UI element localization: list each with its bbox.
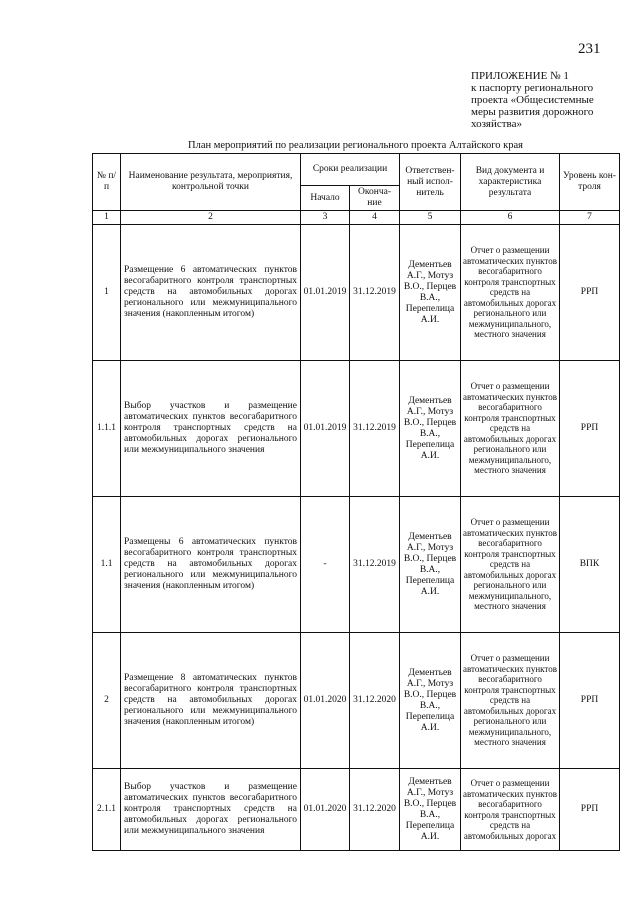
row-doc: Отчет о размещении автоматических пунктов весогабаритного контроля транспортных средств на автомобильных дорогах регионального или межмуниципального, местного значения	[461, 497, 560, 633]
row-num: 1.1.1	[93, 361, 121, 497]
header-name: Наименование результата, мероприятия, контрольной точки	[121, 154, 301, 211]
header-start: Начало	[301, 186, 350, 211]
row-start: 01.01.2019	[301, 361, 350, 497]
row-level: ВПК	[560, 497, 620, 633]
row-start: 01.01.2020	[301, 769, 350, 851]
row-start: -	[301, 497, 350, 633]
header-terms: Сроки реализации	[301, 154, 400, 186]
header-end: Оконча-ние	[350, 186, 400, 211]
appendix-line: проекта «Общесистемные	[471, 94, 594, 106]
table-row	[93, 225, 620, 361]
row-responsible: Дементьев А.Г., Мотуз В.О., Перцев В.А., Перепелица А.И.	[400, 769, 461, 851]
row-doc: Отчет о размещении автоматических пунктов весогабаритного контроля транспортных средств на автомобильных дорогах регионального или межмуниципального, местного значения	[461, 225, 560, 361]
table-row	[93, 769, 620, 851]
page-number: 231	[578, 41, 601, 57]
row-num: 2	[93, 633, 121, 769]
col-index: 3	[301, 211, 350, 225]
row-doc: Отчет о размещении автоматических пунктов весогабаритного контроля транспортных средств на автомобильных дорогах регионального или межмуниципального, местного значения	[461, 633, 560, 769]
row-end: 31.12.2019	[350, 225, 400, 361]
appendix-header	[471, 70, 631, 130]
row-level: РРП	[560, 225, 620, 361]
row-responsible: Дементьев А.Г., Мотуз В.О., Перцев В.А., Перепелица А.И.	[400, 497, 461, 633]
row-doc: Отчет о размещении автоматических пунктов весогабаритного контроля транспортных средств на автомобильных дорогах регионального или межмуниципального, местного значения	[461, 361, 560, 497]
row-doc: Отчет о размещении автоматических пунктов весогабаритного контроля транспортных средств на автомобильных дорогах	[461, 769, 560, 851]
row-level: РРП	[560, 361, 620, 497]
appendix-line: меры развития дорожного	[471, 106, 594, 118]
row-responsible: Дементьев А.Г., Мотуз В.О., Перцев В.А., Перепелица А.И.	[400, 633, 461, 769]
col-index: 5	[400, 211, 461, 225]
row-start: 01.01.2020	[301, 633, 350, 769]
table-row	[93, 633, 620, 769]
row-name: Размещение 8 автоматических пунктов весогабаритного контроля транспортных средств на автомобильных дорогах регионального или межмуниципального значения (накопленным итогом)	[121, 633, 301, 769]
row-start: 01.01.2019	[301, 225, 350, 361]
header-level: Уровень кон-троля	[560, 154, 620, 211]
row-responsible: Дементьев А.Г., Мотуз В.О., Перцев В.А., Перепелица А.И.	[400, 225, 461, 361]
row-num: 1	[93, 225, 121, 361]
plan-title: План мероприятий по реализации регионального проекта Алтайского края	[188, 140, 523, 151]
col-index: 7	[560, 211, 620, 225]
appendix-line: к паспорту регионального	[471, 82, 594, 94]
row-level: РРП	[560, 769, 620, 851]
row-num: 2.1.1	[93, 769, 121, 851]
row-num: 1.1	[93, 497, 121, 633]
column-index-row	[93, 211, 620, 225]
row-name: Выбор участков и размещение автоматических пунктов весогабаритного контроля транспортных средств на автомобильных дорогах регионального или межмуниципального значения	[121, 769, 301, 851]
appendix-title: ПРИЛОЖЕНИЕ № 1	[471, 70, 569, 82]
row-name: Выбор участков и размещение автоматических пунктов весогабаритного контроля транспортных средств на автомобильных дорогах регионального или межмуниципального значения	[121, 361, 301, 497]
table-row	[93, 497, 620, 633]
appendix-line: хозяйства»	[471, 118, 522, 130]
row-responsible: Дементьев А.Г., Мотуз В.О., Перцев В.А., Перепелица А.И.	[400, 361, 461, 497]
plan-table	[92, 153, 620, 851]
header-doc: Вид документа и характеристика результата	[461, 154, 560, 211]
row-end: 31.12.2019	[350, 361, 400, 497]
col-index: 2	[121, 211, 301, 225]
row-end: 31.12.2020	[350, 769, 400, 851]
col-index: 1	[93, 211, 121, 225]
row-level: РРП	[560, 633, 620, 769]
row-end: 31.12.2019	[350, 497, 400, 633]
header-responsible: Ответствен-ный испол-нитель	[400, 154, 461, 211]
col-index: 4	[350, 211, 400, 225]
header-num: № п/п	[93, 154, 121, 211]
table-row	[93, 361, 620, 497]
row-end: 31.12.2020	[350, 633, 400, 769]
row-name: Размещены 6 автоматических пунктов весогабаритного контроля транспортных средств на автомобильных дорогах регионального или межмуниципального значения (накопленным итогом)	[121, 497, 301, 633]
row-name: Размещение 6 автоматических пунктов весогабаритного контроля транспортных средств на автомобильных дорогах регионального или межмуниципального значения (накопленным итогом)	[121, 225, 301, 361]
col-index: 6	[461, 211, 560, 225]
